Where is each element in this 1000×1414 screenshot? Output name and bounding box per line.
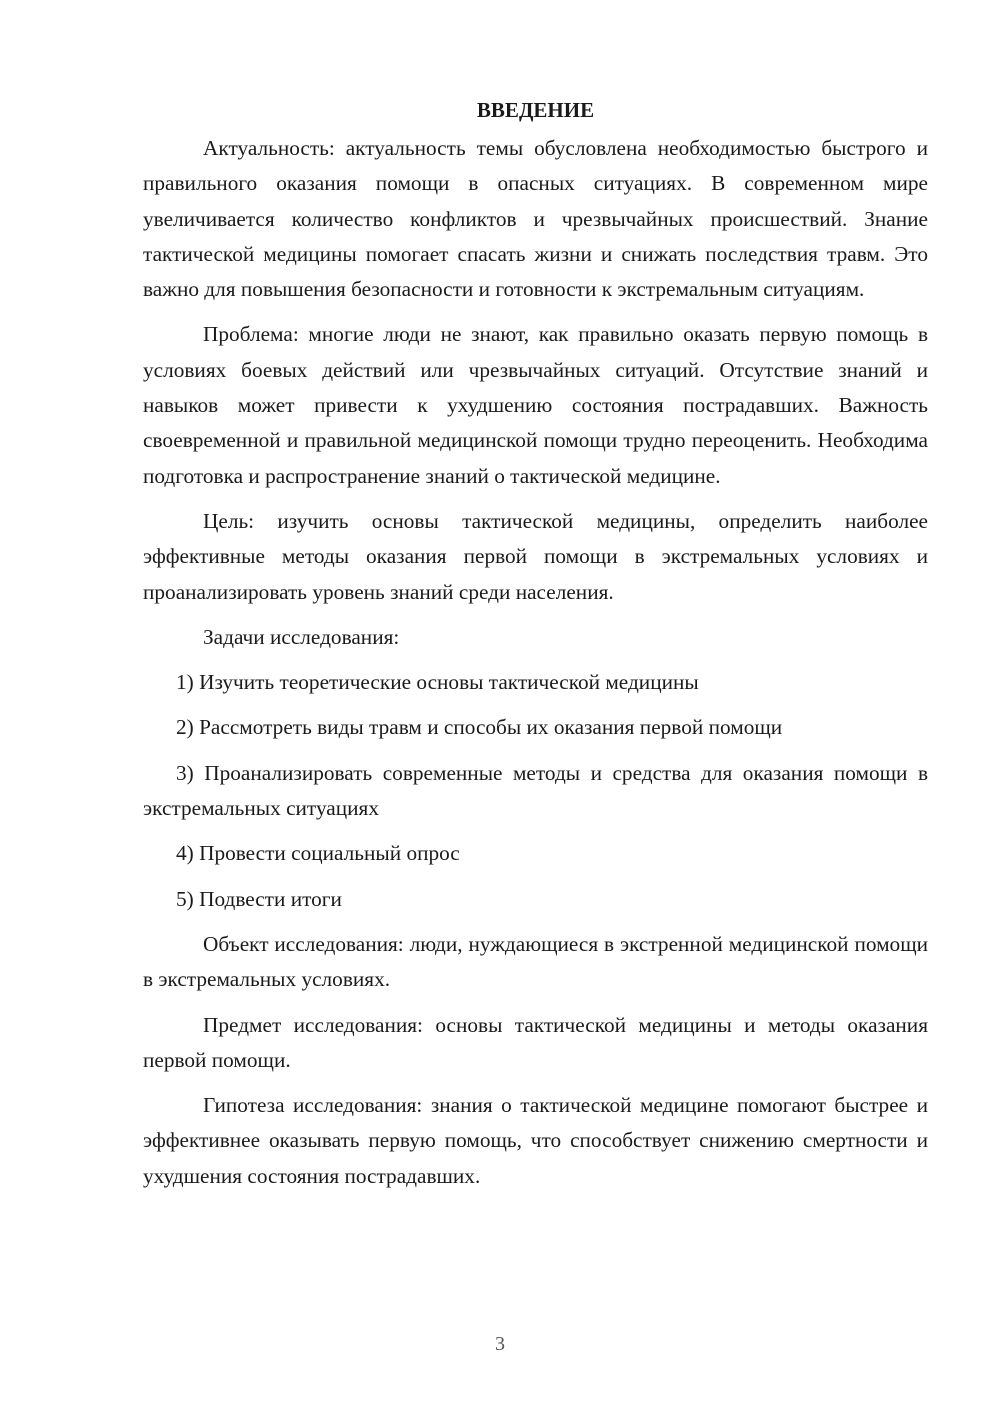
page-number: 3 bbox=[495, 1333, 505, 1355]
hypothesis-paragraph: Гипотеза исследования: знания о тактической медицине помогают быстрее и эффективнее оказывать первую помощь, что способствует снижению смертности и ухудшения состояния пострадавших. bbox=[143, 1093, 928, 1188]
task-item-4: 4) Провести социальный опрос bbox=[176, 841, 460, 866]
task-item-3: 3) Проанализировать современные методы и средства для оказания помощи в экстремальных ситуациях bbox=[143, 760, 928, 821]
relevance-paragraph: Актуальность: актуальность темы обусловлена необходимостью быстрого и правильного оказания помощи в опасных ситуациях. В современном мире увеличивается количество конфликтов и чрезвычайных происшествий. Знание тактической медицины помогает спасать жизни и снижать последствия травм. Это важно для повышения безопасности и готовности к экстремальным ситуациям. bbox=[143, 136, 928, 302]
problem-paragraph: Проблема: многие люди не знают, как правильно оказать первую помощь в условиях боевых действий или чрезвычайных ситуаций. Отсутствие знаний и навыков может привести к ухудшению состояния пострадавших. Важность своевременной и правильной медицинской помощи трудно переоценить. Необходима подготовка и распространение знаний о тактической медицине. bbox=[143, 322, 928, 488]
goal-paragraph: Цель: изучить основы тактической медицины, определить наиболее эффективные методы оказания первой помощи в экстремальных условиях и проанализировать уровень знаний среди населения. bbox=[143, 508, 928, 604]
tasks-heading: Задачи исследования: bbox=[203, 624, 400, 649]
document-page bbox=[143, 93, 928, 1204]
section-title: ВВЕДЕНИЕ bbox=[476, 98, 595, 122]
tasks-list bbox=[143, 665, 928, 917]
task-item-1: 1) Изучить теоретические основы тактической медицины bbox=[176, 670, 699, 695]
object-paragraph: Объект исследования: люди, нуждающиеся в экстренной медицинской помощи в экстремальных условиях. bbox=[143, 931, 928, 992]
task-item-5: 5) Подвести итоги bbox=[176, 886, 342, 911]
subject-paragraph: Предмет исследования: основы тактической медицины и методы оказания первой помощи. bbox=[143, 1012, 928, 1072]
task-item-2: 2) Рассмотреть виды травм и способы их оказания первой помощи bbox=[176, 715, 783, 740]
